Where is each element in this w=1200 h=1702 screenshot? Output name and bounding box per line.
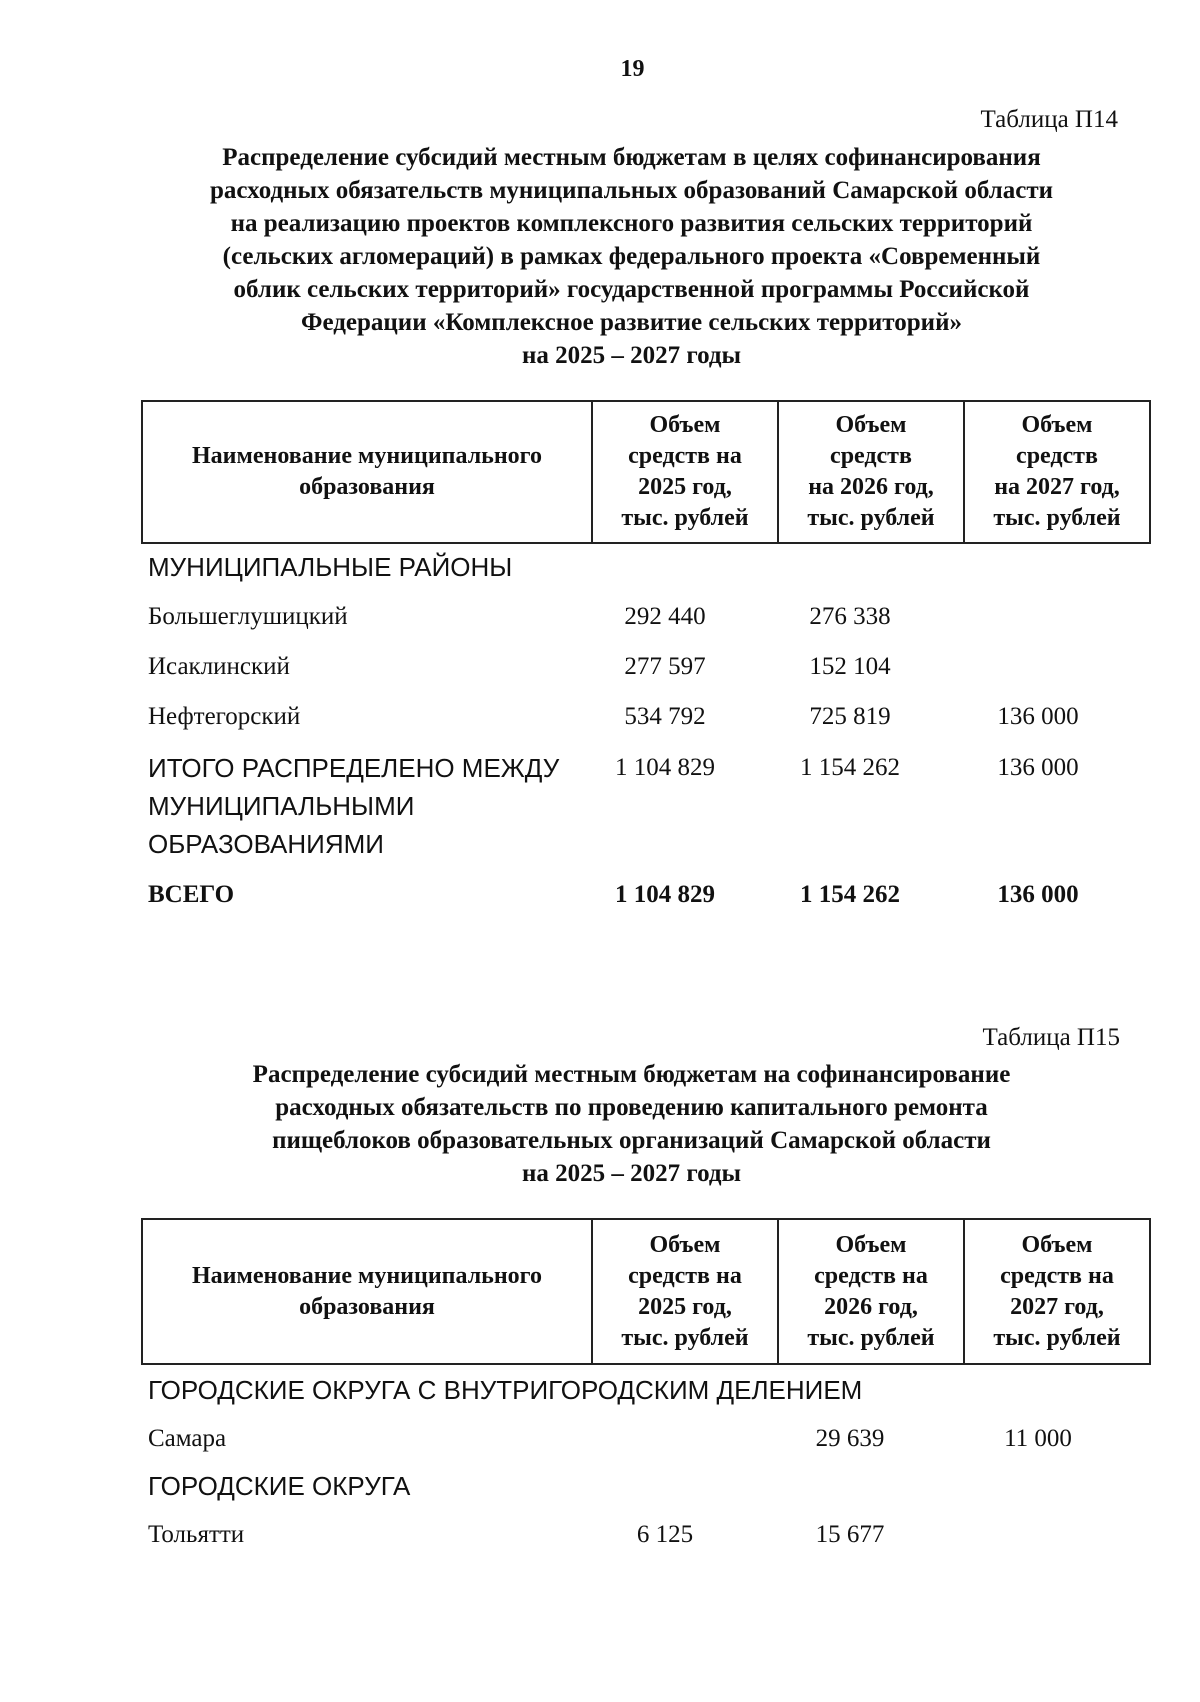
value-2025: 277 597: [624, 653, 706, 680]
value-2025: 292 440: [624, 603, 706, 630]
header-2025: Объем средств на 2025 год, тыс. рублей: [592, 401, 778, 543]
header-2027: Объем средств на 2027 год, тыс. рублей: [964, 1219, 1150, 1364]
value-2026: 1 154 262: [800, 754, 900, 781]
table-title-p15: Распределение субсидий местным бюджетам на софинансирование расходных обязательств по проведению капитального ремонта пищеблоков образовательных организаций Самарской области на 2025 – 2027 годы: [252, 1061, 1011, 1187]
value-2026: 15 677: [815, 1521, 885, 1548]
total-2027: 136 000: [997, 881, 1079, 908]
value-2027: 11 000: [1004, 1425, 1072, 1452]
value-2026: 152 104: [809, 653, 891, 680]
header-2025: Объем средств на 2025 год, тыс. рублей: [592, 1219, 778, 1364]
header-name: Наименование муниципального образования: [142, 1219, 592, 1364]
municipality-name: Самара: [148, 1425, 227, 1452]
municipality-name: Исаклинский: [148, 653, 290, 680]
table-header-p15: [141, 1218, 1151, 1365]
value-2026: 29 639: [815, 1425, 885, 1452]
total-2025: 1 104 829: [615, 881, 715, 908]
municipality-name: Тольятти: [148, 1521, 245, 1548]
municipality-name: Большеглушицкий: [148, 603, 348, 630]
value-2025: 1 104 829: [615, 754, 715, 781]
header-2027: Объем средств на 2027 год, тыс. рублей: [964, 401, 1150, 543]
section-heading: ГОРОДСКИЕ ОКРУГА: [148, 1471, 411, 1501]
value-2027: 136 000: [997, 754, 1079, 781]
total-2026: 1 154 262: [800, 881, 900, 908]
table-title-p14: Распределение субсидий местным бюджетам в целях софинансирования расходных обязательств муниципальных образований Самарской области на реализацию проектов комплексного развития сельских территорий (сельских агломераций) в рамках федерального проекта «Современный облик сельских территорий» государственной программы Российской Федерации «Комплексное развитие сельских территорий» на 2025 – 2027 годы: [209, 144, 1054, 369]
value-2027: 136 000: [997, 703, 1079, 730]
header-2026: Объем средств на 2026 год, тыс. рублей: [778, 401, 964, 543]
section-heading: ГОРОДСКИЕ ОКРУГА С ВНУТРИГОРОДСКИМ ДЕЛЕНИЕМ: [148, 1375, 863, 1405]
table-label-p15: Таблица П15: [982, 1024, 1120, 1051]
value-2026: 725 819: [809, 703, 891, 730]
municipality-name: Нефтегорский: [148, 703, 301, 730]
header-name: Наименование муниципального образования: [142, 401, 592, 543]
total-label: ВСЕГО: [148, 881, 235, 908]
value-2026: 276 338: [809, 603, 891, 630]
header-2026: Объем средств на 2026 год, тыс. рублей: [778, 1219, 964, 1364]
subtotal-label: ИТОГО РАСПРЕДЕЛЕНО МЕЖДУ МУНИЦИПАЛЬНЫМИ ОБРАЗОВАНИЯМИ: [148, 753, 560, 859]
value-2025: 534 792: [624, 703, 706, 730]
section-heading: МУНИЦИПАЛЬНЫЕ РАЙОНЫ: [148, 552, 513, 582]
page-number: 19: [620, 56, 645, 82]
table-header-p14: [141, 400, 1151, 544]
table-label-p14: Таблица П14: [980, 106, 1118, 133]
value-2025: 6 125: [636, 1521, 694, 1548]
